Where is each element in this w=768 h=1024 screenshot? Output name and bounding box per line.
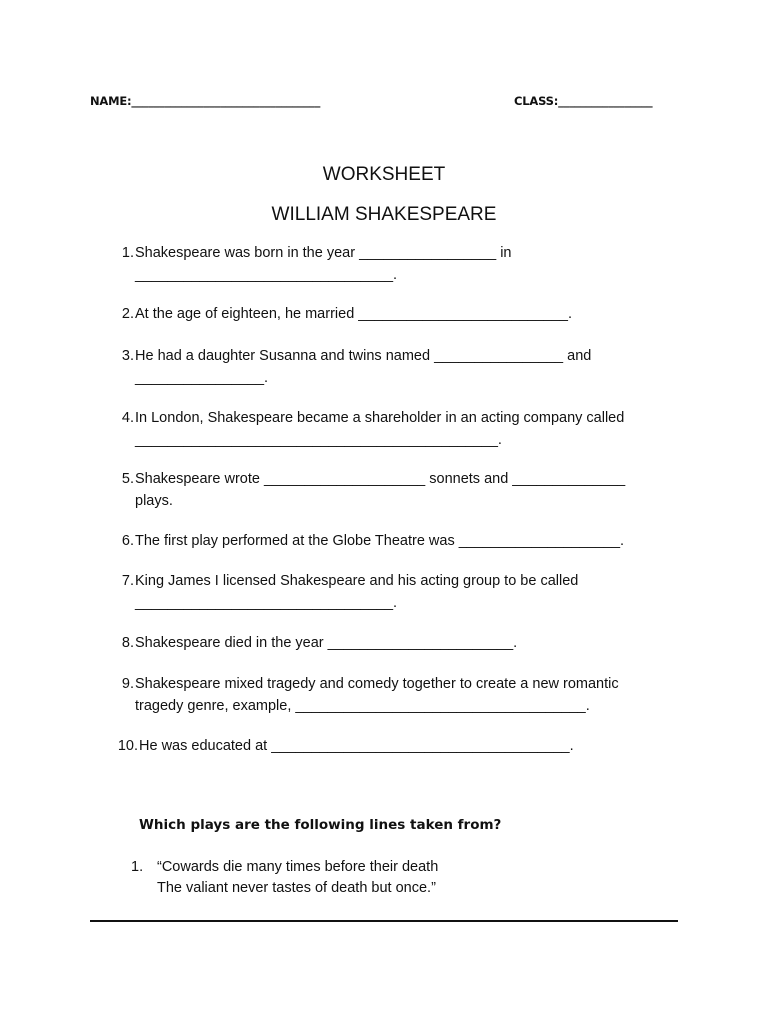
- question-text-line: The first play performed at the Globe Theatre was ____________________.: [135, 533, 625, 549]
- quote-text-line: “Cowards die many times before their death: [157, 859, 439, 875]
- question-text-line: King James I licensed Shakespeare and his acting group to be called: [135, 573, 579, 589]
- question-number: 7.: [121, 573, 134, 589]
- worksheet-title: WORKSHEET: [322, 164, 446, 185]
- question-number: 5.: [121, 471, 134, 487]
- question-number: 2.: [121, 306, 134, 322]
- question-number: 10.: [117, 738, 138, 754]
- question-text-line: At the age of eighteen, he married __________________________.: [135, 306, 572, 322]
- question-text-line: ________________.: [135, 370, 269, 386]
- question-text-line: In London, Shakespeare became a shareholder in an acting company called: [135, 410, 625, 426]
- quote-number: 1.: [131, 859, 144, 875]
- question-text-line: plays.: [135, 493, 173, 509]
- class-field-label: CLASS:_________________: [514, 94, 653, 108]
- question-text-line: Shakespeare wrote ____________________ sonnets and ______________: [135, 471, 626, 487]
- section-heading: Which plays are the following lines taken from?: [139, 817, 502, 833]
- name-field-label: NAME:__________________________________: [90, 94, 321, 108]
- footer-divider: [90, 920, 678, 922]
- question-number: 8.: [121, 635, 134, 651]
- question-number: 6.: [121, 533, 134, 549]
- quote-text-line: The valiant never tastes of death but once.”: [157, 880, 436, 896]
- question-number: 9.: [121, 676, 134, 692]
- question-text-line: ________________________________.: [135, 267, 398, 283]
- question-text-line: He had a daughter Susanna and twins named ________________ and: [135, 348, 592, 364]
- question-text-line: tragedy genre, example, ____________________________________.: [135, 698, 590, 714]
- question-text-line: He was educated at _____________________________________.: [139, 738, 574, 754]
- question-text-line: Shakespeare died in the year _______________________.: [135, 635, 518, 651]
- question-number: 1.: [121, 245, 134, 261]
- question-text-line: _____________________________________________.: [135, 432, 502, 448]
- question-number: 3.: [121, 348, 134, 364]
- question-text-line: Shakespeare was born in the year _________________ in: [135, 245, 512, 261]
- question-text-line: Shakespeare mixed tragedy and comedy together to create a new romantic: [135, 676, 619, 692]
- question-text-line: ________________________________.: [135, 595, 398, 611]
- question-number: 4.: [121, 410, 134, 426]
- worksheet-subtitle: WILLIAM SHAKESPEARE: [271, 204, 497, 225]
